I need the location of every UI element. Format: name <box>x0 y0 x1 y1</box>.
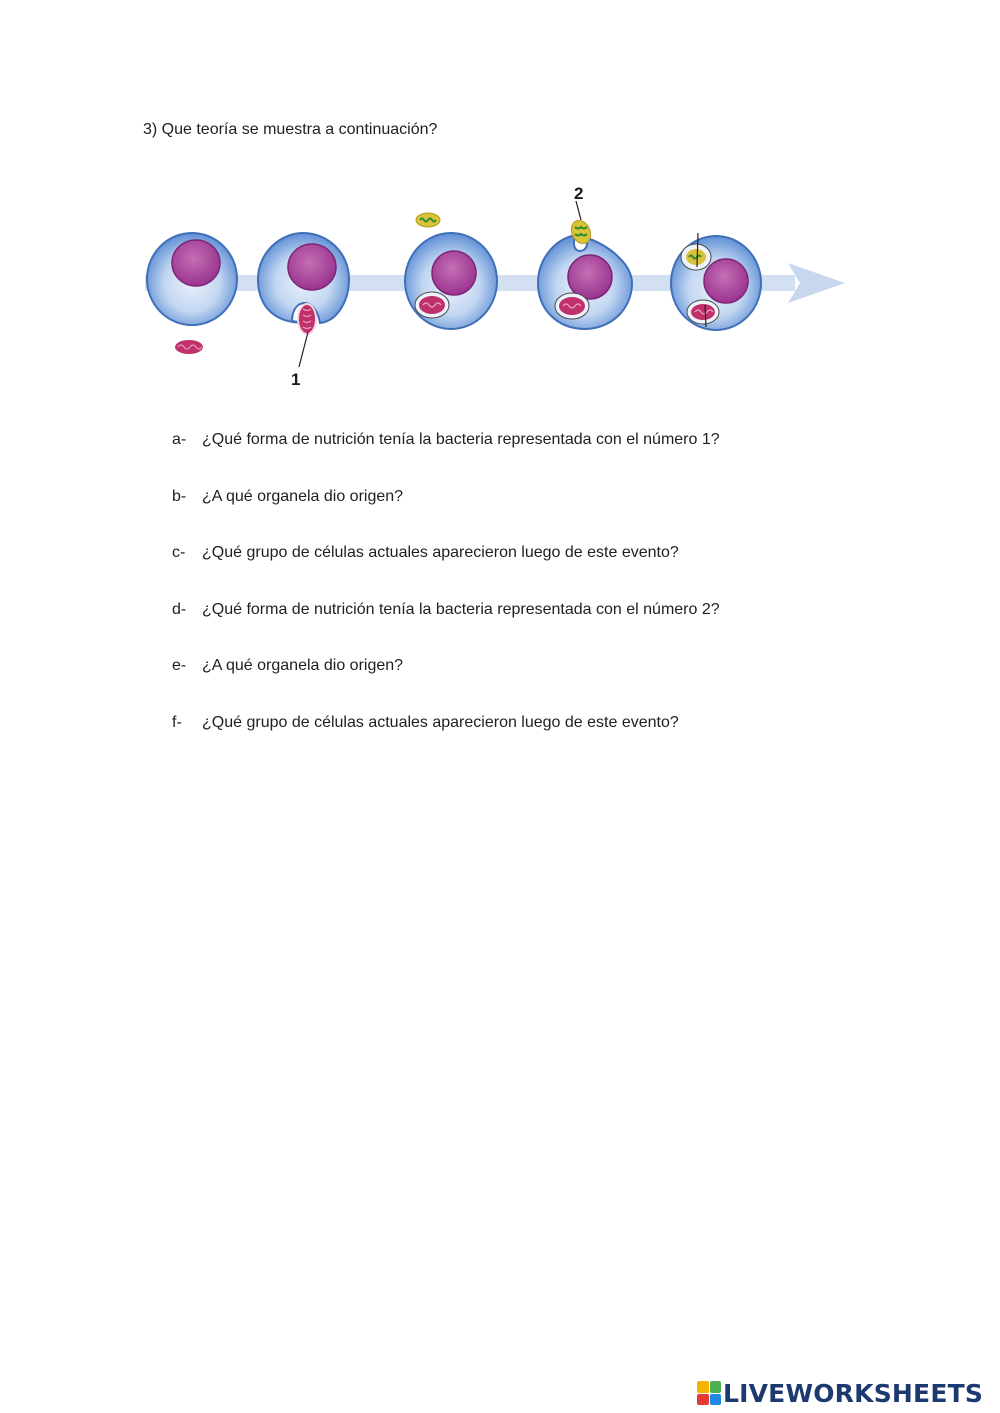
free-bacterium-chloroplast <box>416 213 440 227</box>
cell-stage-3 <box>405 233 497 329</box>
endosymbiosis-diagram <box>140 175 850 400</box>
item-marker: e- <box>172 657 187 674</box>
item-marker: a- <box>172 431 187 448</box>
item-marker: b- <box>172 487 187 505</box>
list-item <box>172 486 952 508</box>
logo-square <box>710 1394 722 1406</box>
list-item <box>172 542 952 564</box>
item-text: ¿A qué organela dio origen? <box>202 487 404 505</box>
logo-grid-icon <box>697 1381 721 1405</box>
cell-stage-2 <box>258 233 349 367</box>
item-text: ¿A qué organela dio origen? <box>202 657 404 674</box>
list-item <box>172 599 952 621</box>
item-marker: f- <box>172 713 182 731</box>
label-1: 1 <box>291 370 301 389</box>
liveworksheets-logo[interactable] <box>697 1378 983 1408</box>
item-text: ¿Qué grupo de células actuales aparecieron luego de este evento? <box>202 544 679 561</box>
question-title: 3) Que teoría se muestra a continuación? <box>143 121 438 138</box>
cell-stage-1 <box>147 233 237 325</box>
item-marker: c- <box>172 544 186 561</box>
item-text: ¿Qué grupo de células actuales aparecieron luego de este evento? <box>202 713 679 731</box>
logo-square <box>710 1381 722 1393</box>
item-text: ¿Qué forma de nutrición tenía la bacteria representada con el número 1? <box>202 431 720 448</box>
logo-text: LIVEWORKSHEETS <box>723 1378 984 1408</box>
list-item <box>172 655 952 677</box>
cell-stage-4 <box>538 201 632 329</box>
question-items <box>172 429 952 768</box>
free-bacterium-mitochondrion <box>175 340 203 354</box>
cell-stage-5 <box>671 233 761 330</box>
item-marker: d- <box>172 600 187 618</box>
label-2: 2 <box>574 184 584 203</box>
item-text: ¿Qué forma de nutrición tenía la bacteria representada con el número 2? <box>202 600 720 618</box>
logo-square <box>697 1381 709 1393</box>
list-item <box>172 429 952 451</box>
logo-square <box>697 1394 709 1406</box>
list-item <box>172 712 952 734</box>
